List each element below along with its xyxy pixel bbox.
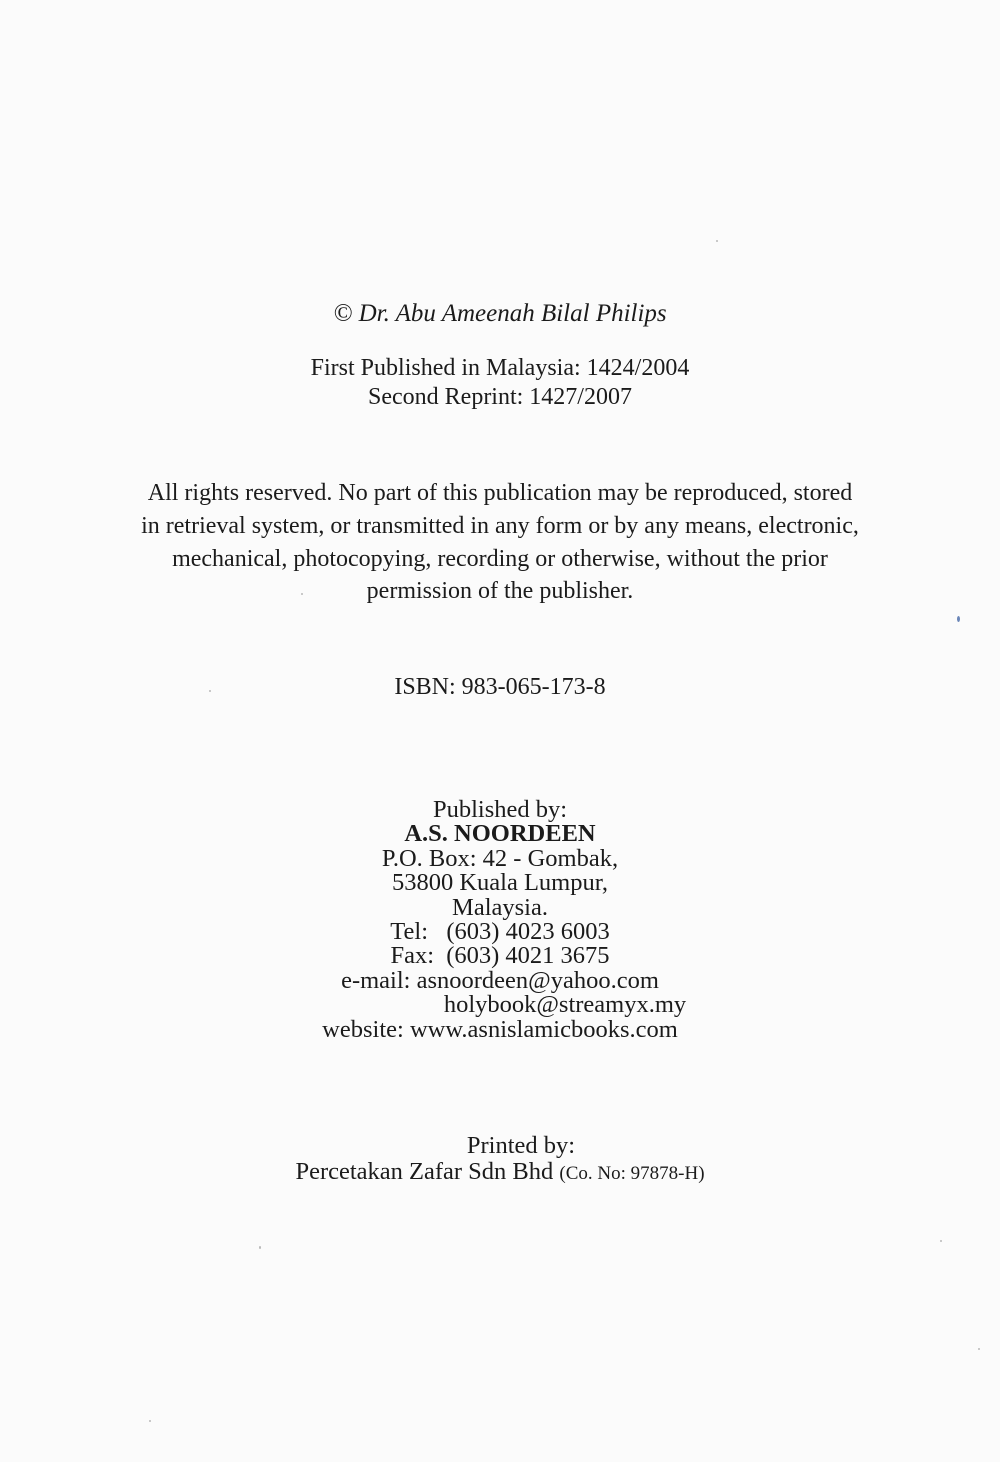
publisher-tel: Tel: (603) 4023 6003 xyxy=(390,917,610,945)
publisher-fax: Fax: (603) 4021 3675 xyxy=(390,942,610,970)
scan-speck xyxy=(301,593,303,595)
scan-speck xyxy=(149,1420,151,1422)
scan-speck xyxy=(957,616,960,622)
printer-line xyxy=(0,1159,1000,1187)
publisher-address-2: 53800 Kuala Lumpur, xyxy=(391,869,609,897)
publisher-name: A.S. NOORDEEN xyxy=(404,820,596,848)
printer-heading: Printed by: xyxy=(466,1132,576,1159)
publisher-address-1: P.O. Box: 42 - Gombak, xyxy=(381,844,619,872)
scan-speck xyxy=(209,690,211,692)
scan-speck xyxy=(716,240,718,242)
publisher-heading: Published by: xyxy=(432,796,568,823)
rights-notice-line-4: permission of the publisher. xyxy=(366,578,634,604)
publisher-website: website: www.asnislamicbooks.com xyxy=(322,1015,678,1043)
printer-name: Percetakan Zafar Sdn Bhd xyxy=(295,1158,554,1185)
publisher-info xyxy=(0,798,1000,1042)
scan-speck xyxy=(940,1240,942,1242)
printer-info xyxy=(0,1133,1000,1187)
isbn: ISBN: 983-065-173-8 xyxy=(394,674,606,700)
publisher-email-1: e-mail: asnoordeen@yahoo.com xyxy=(341,966,659,994)
reprint-line: Second Reprint: 1427/2007 xyxy=(368,384,632,410)
publisher-email-2: holybook@streamyx.my xyxy=(443,991,687,1019)
first-published-line: First Published in Malaysia: 1424/2004 xyxy=(310,355,690,381)
scan-speck xyxy=(259,1246,261,1249)
rights-notice-line-2: in retrieval system, or transmitted in any form or by any means, electronic, xyxy=(141,513,859,539)
printer-company-no: (Co. No: 97878-H) xyxy=(559,1163,705,1184)
scan-speck xyxy=(978,1348,980,1350)
publisher-address-3: Malaysia. xyxy=(452,893,548,921)
rights-notice-line-3: mechanical, photocopying, recording or otherwise, without the prior xyxy=(172,546,828,572)
copyright-line: © Dr. Abu Ameenah Bilal Philips xyxy=(333,300,667,327)
rights-notice-line-1: All rights reserved. No part of this publication may be reproduced, stored xyxy=(147,480,853,506)
